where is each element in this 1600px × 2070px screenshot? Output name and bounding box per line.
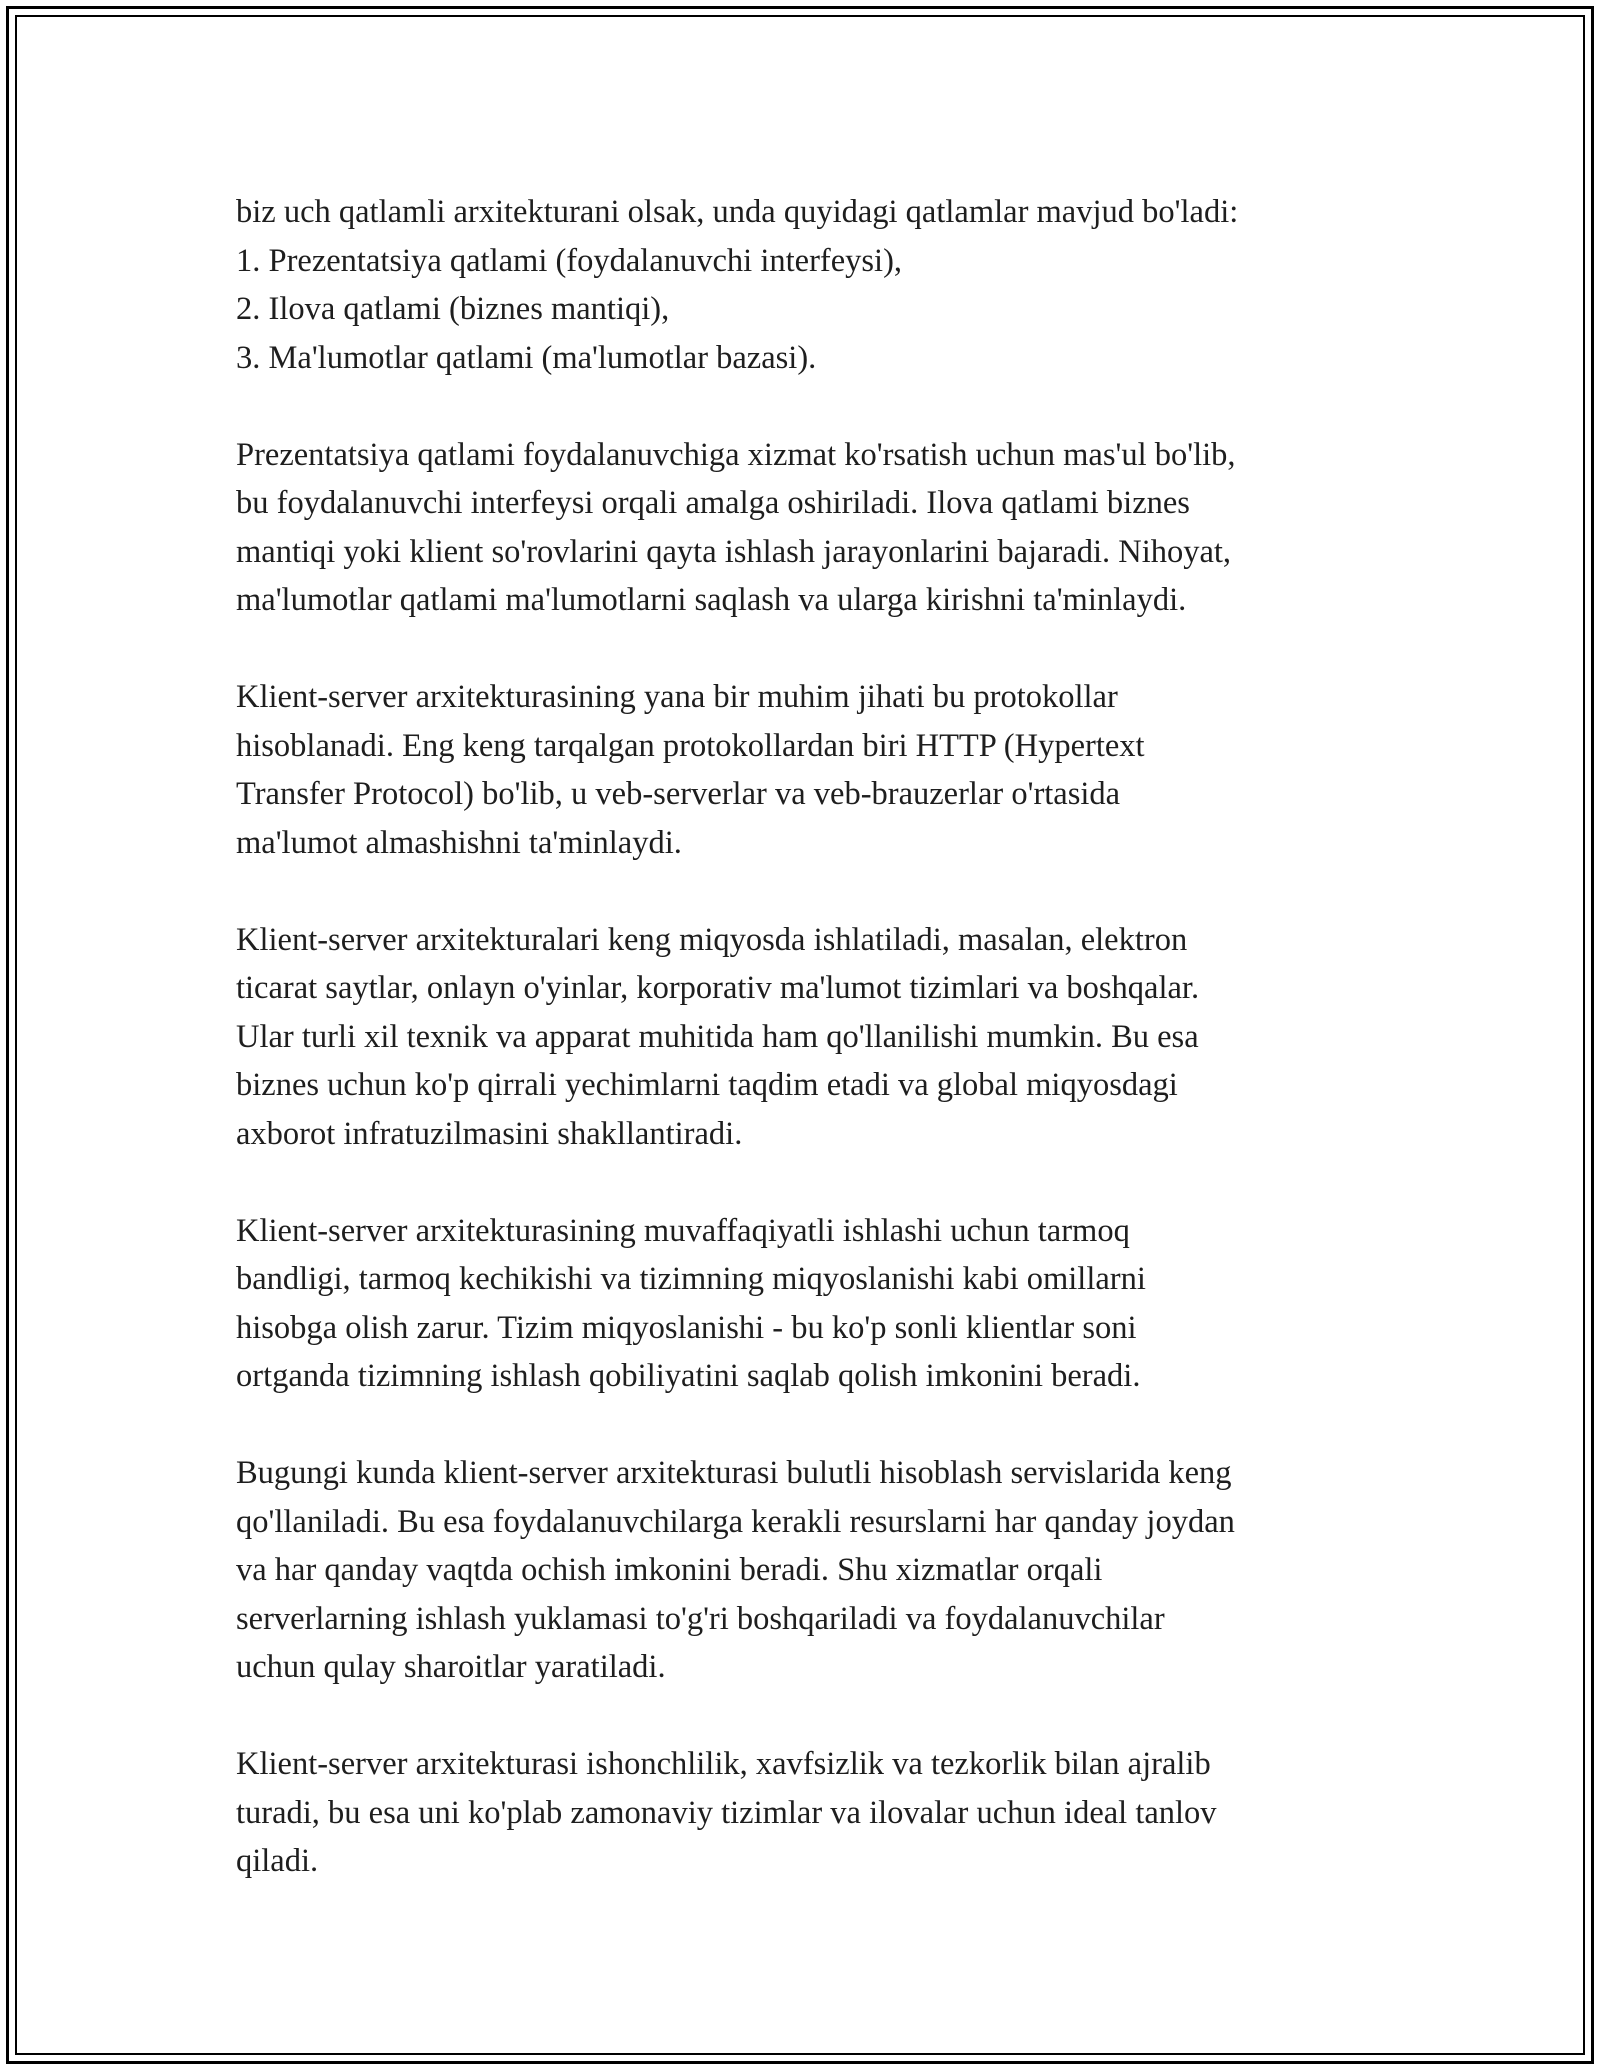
text-line: hisobga olish zarur. Tizim miqyoslanishi - bu ko'p sonli klientlar soni xyxy=(236,1309,1137,1346)
paragraph-p1 xyxy=(236,188,1386,382)
text-line: bu foydalanuvchi interfeysi orqali amalga oshiriladi. Ilova qatlami biznes xyxy=(236,485,1190,521)
paragraph-p2 xyxy=(236,431,1386,625)
text-line: turadi, bu esa uni ko'plab zamonaviy tizimlar va ilovalar uchun ideal tanlov xyxy=(236,1794,1217,1831)
text-line: qiladi. xyxy=(236,1843,319,1879)
text-line: biz uch qatlamli arxitekturani olsak, unda quyidagi qatlamlar mavjud bo'ladi: xyxy=(236,194,1239,230)
text-line: bandligi, tarmoq kechikishi va tizimning miqyoslanishi kabi omillarni xyxy=(236,1261,1146,1297)
text-line: uchun qulay sharoitlar yaratiladi. xyxy=(236,1649,666,1685)
text-line: Prezentatsiya qatlami foydalanuvchiga xizmat ko'rsatish uchun mas'ul bo'lib, xyxy=(236,436,1236,473)
text-line: ma'lumot almashishni ta'minlaydi. xyxy=(236,824,682,861)
text-line: Klient-server arxitekturasining muvaffaqiyatli ishlashi uchun tarmoq xyxy=(236,1212,1130,1249)
text-line: axborot infratuzilmasini shakllantiradi. xyxy=(236,1115,743,1152)
document-body xyxy=(236,188,1386,1934)
text-line: 1. Prezentatsiya qatlami (foydalanuvchi interfeysi), xyxy=(236,242,903,279)
paragraph-p7 xyxy=(236,1740,1386,1886)
text-line: Klient-server arxitekturasining yana bir muhim jihati bu protokollar xyxy=(236,679,1118,715)
text-line: 3. Ma'lumotlar qatlami (ma'lumotlar bazasi). xyxy=(236,339,817,376)
paragraph-p4 xyxy=(236,916,1386,1159)
text-line: 2. Ilova qatlami (biznes mantiqi), xyxy=(236,291,670,327)
paragraph-p6 xyxy=(236,1449,1386,1692)
text-line: ortganda tizimning ishlash qobiliyatini saqlab qolish imkonini beradi. xyxy=(236,1358,1141,1394)
text-line: biznes uchun ko'p qirrali yechimlarni taqdim etadi va global miqyosdagi xyxy=(236,1067,1178,1103)
text-line: Bugungi kunda klient-server arxitekturasi bulutli hisoblash servislarida keng xyxy=(236,1455,1232,1491)
text-line: Klient-server arxitekturalari keng miqyosda ishlatiladi, masalan, elektron xyxy=(236,921,1188,958)
text-line: Transfer Protocol) bo'lib, u veb-serverlar va veb-brauzerlar o'rtasida xyxy=(236,776,1121,812)
text-line: qo'llaniladi. Bu esa foydalanuvchilarga kerakli resurslarni har qanday joydan xyxy=(236,1503,1235,1540)
text-line: serverlarning ishlash yuklamasi to'g'ri boshqariladi va foydalanuvchilar xyxy=(236,1600,1165,1637)
text-line: hisoblanadi. Eng keng tarqalgan protokollardan biri HTTP (Hypertext xyxy=(236,727,1145,764)
text-line: Klient-server arxitekturasi ishonchlilik, xavfsizlik va tezkorlik bilan ajralib xyxy=(236,1746,1211,1782)
text-line: ma'lumotlar qatlami ma'lumotlarni saqlash va ularga kirishni ta'minlaydi. xyxy=(236,582,1187,618)
text-line: ticarat saytlar, onlayn o'yinlar, korporativ ma'lumot tizimlari va boshqalar. xyxy=(236,970,1200,1006)
text-line: mantiqi yoki klient so'rovlarini qayta ishlash jarayonlarini bajaradi. Nihoyat, xyxy=(236,533,1232,570)
paragraph-p5 xyxy=(236,1207,1386,1401)
paragraph-p3 xyxy=(236,673,1386,867)
text-line: Ular turli xil texnik va apparat muhitida ham qo'llanilishi mumkin. Bu esa xyxy=(236,1018,1199,1055)
text-line: va har qanday vaqtda ochish imkonini beradi. Shu xizmatlar orqali xyxy=(236,1552,1103,1588)
